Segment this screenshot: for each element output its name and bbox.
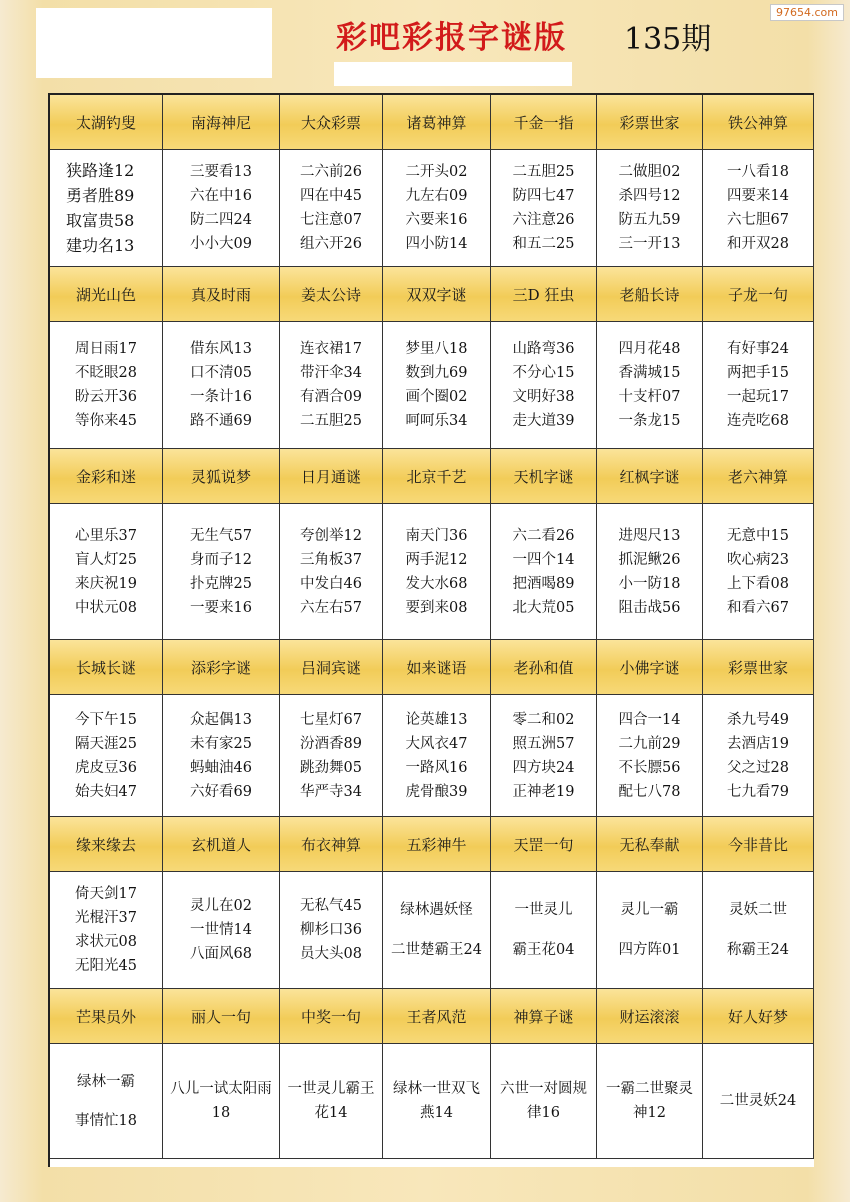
riddle-line: 小一防18	[618, 575, 681, 592]
column-header: 诸葛神算	[383, 95, 491, 150]
column-header: 吕洞宾谜	[280, 640, 383, 695]
riddle-line: 灵儿一霸	[620, 902, 679, 918]
riddle-cell	[703, 322, 814, 449]
column-header: 大众彩票	[280, 95, 383, 150]
page-title: 彩吧彩报字谜版	[336, 20, 567, 56]
riddle-line: 连衣裙17	[300, 341, 362, 357]
riddle-line: 八儿一试太阳雨18	[170, 1081, 272, 1121]
riddle-line: 无意中15	[727, 527, 789, 544]
riddle-line: 防二四24	[190, 212, 252, 228]
riddle-line: 口不清05	[190, 365, 252, 381]
riddle-line: 汾酒香89	[300, 735, 362, 752]
riddle-table	[48, 93, 814, 1167]
column-header: 南海神尼	[163, 95, 280, 150]
riddle-line: 取富贵58	[66, 211, 135, 230]
column-header: 天罡一句	[491, 817, 597, 872]
riddle-cell	[597, 695, 703, 817]
riddle-line: 发大水68	[405, 575, 468, 592]
riddle-cell	[703, 504, 814, 640]
riddle-line: 路不通69	[190, 413, 252, 429]
riddle-line: 绿林遇妖怪	[400, 902, 473, 918]
riddle-line: 借东风13	[190, 341, 252, 357]
riddle-line: 来庆祝19	[75, 575, 137, 592]
riddle-cell	[163, 1044, 280, 1159]
riddle-line: 员大头08	[300, 946, 362, 962]
riddle-cell	[597, 322, 703, 449]
riddle-cell	[491, 1044, 597, 1159]
riddle-line: 防四七47	[512, 188, 575, 204]
riddle-line: 蚂蚰油46	[190, 759, 252, 776]
column-header: 红枫字谜	[597, 449, 703, 504]
riddle-line: 身而子12	[190, 551, 252, 568]
riddle-line: 华严寺34	[300, 783, 362, 800]
riddle-line: 倚天剑17	[75, 886, 137, 902]
riddle-cell	[50, 872, 163, 989]
column-header: 老孙和值	[491, 640, 597, 695]
column-header: 缘来缘去	[50, 817, 163, 872]
column-header: 五彩神牛	[383, 817, 491, 872]
riddle-line: 八面风68	[190, 946, 252, 962]
riddle-line: 六左右57	[300, 599, 362, 616]
column-header: 老船长诗	[597, 267, 703, 322]
riddle-cell	[280, 1044, 383, 1159]
riddle-line: 四月花48	[618, 341, 681, 357]
riddle-cell	[383, 872, 491, 989]
riddle-line: 论英雄13	[405, 711, 468, 728]
riddle-line: 无生气57	[190, 527, 252, 544]
riddle-cell	[280, 695, 383, 817]
riddle-cell	[597, 150, 703, 267]
column-header: 双双字谜	[383, 267, 491, 322]
riddle-cell	[597, 504, 703, 640]
column-header: 王者风范	[383, 989, 491, 1044]
riddle-line: 南天门36	[405, 527, 468, 544]
riddle-cell	[491, 150, 597, 267]
riddle-cell	[50, 1044, 163, 1159]
riddle-line: 灵儿在02	[190, 898, 252, 914]
riddle-line: 二做胆02	[618, 164, 681, 180]
riddle-cell	[280, 150, 383, 267]
riddle-cell	[50, 322, 163, 449]
riddle-line: 夸创举12	[300, 527, 362, 544]
riddle-line: 绿林一霸	[77, 1073, 135, 1090]
riddle-line: 十支杆07	[618, 389, 681, 405]
riddle-line: 阻击战56	[618, 599, 681, 616]
riddle-line: 一霸二世聚灵神12	[606, 1081, 693, 1121]
riddle-line: 柳杉口36	[300, 922, 362, 938]
riddle-line: 二五胆25	[300, 413, 362, 429]
riddle-line: 小小大09	[190, 236, 252, 252]
riddle-line: 组六开26	[300, 236, 362, 252]
riddle-line: 要到来08	[405, 599, 468, 616]
blank-header-panel-left	[36, 8, 272, 78]
riddle-line: 心里乐37	[75, 527, 137, 544]
riddle-line: 众起偶13	[190, 711, 252, 728]
riddle-line: 二世楚霸王24	[391, 942, 482, 958]
riddle-line: 未有家25	[190, 735, 252, 752]
column-header: 金彩和迷	[50, 449, 163, 504]
column-header: 老六神算	[703, 449, 814, 504]
riddle-line: 一世灵儿	[514, 902, 573, 918]
riddle-cell	[703, 872, 814, 989]
riddle-cell	[491, 322, 597, 449]
riddle-line: 六好看69	[190, 783, 252, 800]
riddle-line: 盼云开36	[75, 389, 137, 405]
riddle-line: 建功名13	[66, 236, 135, 255]
riddle-line: 中状元08	[75, 599, 137, 616]
riddle-line: 称霸王24	[727, 942, 789, 958]
riddle-line: 正神老19	[512, 783, 575, 800]
riddle-line: 六二看26	[512, 527, 575, 544]
riddle-line: 跳劲舞05	[300, 759, 362, 776]
riddle-line: 狭路逢12	[66, 161, 135, 180]
riddle-line: 和开双28	[727, 236, 789, 252]
riddle-cell	[703, 695, 814, 817]
riddle-line: 防五九59	[618, 212, 681, 228]
riddle-line: 盲人灯25	[75, 551, 137, 568]
riddle-line: 两把手15	[727, 365, 789, 381]
column-header: 好人好梦	[703, 989, 814, 1044]
riddle-line: 二世灵妖24	[719, 1093, 797, 1109]
riddle-cell	[163, 150, 280, 267]
column-header: 长城长谜	[50, 640, 163, 695]
riddle-line: 零二和02	[512, 711, 575, 728]
riddle-cell	[383, 504, 491, 640]
riddle-line: 文明好38	[512, 389, 575, 405]
riddle-line: 三要看13	[190, 164, 252, 180]
riddle-line: 二九前29	[618, 735, 681, 752]
riddle-line: 带汗伞34	[300, 365, 362, 381]
riddle-line: 霸王花04	[512, 942, 575, 958]
riddle-line: 二开头02	[405, 164, 468, 180]
riddle-line: 三一开13	[618, 236, 681, 252]
riddle-line: 勇者胜89	[66, 186, 135, 205]
riddle-line: 虎皮豆36	[75, 759, 137, 776]
riddle-line: 今下午15	[75, 711, 137, 728]
riddle-line: 一世情14	[190, 922, 252, 938]
column-header: 财运滚滚	[597, 989, 703, 1044]
column-header: 日月通谜	[280, 449, 383, 504]
riddle-cell	[383, 695, 491, 817]
riddle-line: 一世灵儿霸王花14	[287, 1081, 375, 1121]
riddle-cell	[597, 1044, 703, 1159]
riddle-line: 和看六67	[727, 599, 789, 616]
riddle-line: 求状元08	[75, 934, 137, 950]
riddle-line: 抓泥鳅26	[618, 551, 681, 568]
riddle-line: 中发白46	[300, 575, 362, 592]
column-header: 今非昔比	[703, 817, 814, 872]
riddle-line: 吹心病23	[727, 551, 789, 568]
riddle-line: 进咫尺13	[618, 527, 681, 544]
riddle-line: 一起玩17	[727, 389, 789, 405]
riddle-cell	[50, 504, 163, 640]
riddle-line: 走大道39	[512, 413, 575, 429]
riddle-line: 杀四号12	[618, 188, 681, 204]
blank-header-panel-center	[334, 62, 572, 86]
riddle-cell	[383, 150, 491, 267]
riddle-line: 一要来16	[190, 599, 252, 616]
riddle-cell	[491, 872, 597, 989]
riddle-line: 周日雨17	[75, 341, 137, 357]
column-header: 姜太公诗	[280, 267, 383, 322]
riddle-cell	[50, 150, 163, 267]
riddle-line: 呵呵乐34	[405, 413, 468, 429]
column-header: 神算子谜	[491, 989, 597, 1044]
column-header: 如来谜语	[383, 640, 491, 695]
riddle-line: 无阳光45	[75, 958, 137, 974]
riddle-line: 有酒合09	[300, 389, 362, 405]
riddle-line: 连壳吃68	[727, 413, 789, 429]
riddle-line: 有好事24	[727, 341, 789, 357]
riddle-line: 画个圈02	[405, 389, 468, 405]
riddle-line: 隔天涯25	[75, 735, 137, 752]
riddle-line: 事情忙18	[75, 1112, 137, 1129]
riddle-line: 三角板37	[300, 551, 362, 568]
riddle-line: 九左右09	[405, 188, 468, 204]
riddle-line: 七注意07	[300, 212, 362, 228]
column-header: 三D 狂虫	[491, 267, 597, 322]
riddle-line: 六注意26	[512, 212, 575, 228]
riddle-line: 山路弯36	[512, 341, 575, 357]
riddle-line: 数到九69	[405, 365, 468, 381]
column-header: 太湖钓叟	[50, 95, 163, 150]
column-header: 彩票世家	[703, 640, 814, 695]
riddle-cell	[491, 695, 597, 817]
column-header: 丽人一句	[163, 989, 280, 1044]
riddle-cell	[383, 322, 491, 449]
riddle-line: 不长膘56	[618, 759, 681, 776]
riddle-line: 二六前26	[300, 164, 362, 180]
riddle-line: 和五二25	[512, 236, 575, 252]
riddle-cell	[597, 872, 703, 989]
riddle-line: 四要来14	[727, 188, 789, 204]
riddle-line: 四小防14	[405, 236, 468, 252]
riddle-line: 去酒店19	[727, 735, 789, 752]
riddle-line: 绿林一世双飞燕14	[393, 1081, 480, 1121]
riddle-line: 不眨眼28	[75, 365, 137, 381]
riddle-line: 配七八78	[618, 783, 681, 800]
column-header: 布衣神算	[280, 817, 383, 872]
riddle-line: 扑克牌25	[190, 575, 252, 592]
column-header: 彩票世家	[597, 95, 703, 150]
column-header: 天机字谜	[491, 449, 597, 504]
column-header: 真及时雨	[163, 267, 280, 322]
riddle-cell	[383, 1044, 491, 1159]
column-header: 无私奉献	[597, 817, 703, 872]
riddle-line: 灵妖二世	[729, 902, 787, 918]
riddle-line: 大风衣47	[405, 735, 468, 752]
riddle-line: 四合一14	[618, 711, 681, 728]
riddle-line: 四方块24	[512, 759, 575, 776]
riddle-line: 七星灯67	[300, 711, 362, 728]
riddle-line: 杀九号49	[727, 711, 789, 728]
riddle-line: 一四个14	[512, 551, 575, 568]
riddle-line: 始夫妇47	[75, 783, 137, 800]
issue-number: 135期	[624, 22, 712, 57]
riddle-line: 六世一对圆规律16	[500, 1081, 587, 1121]
riddle-line: 二五胆25	[512, 164, 575, 180]
riddle-line: 把酒喝89	[512, 575, 575, 592]
riddle-line: 虎骨酿39	[405, 783, 468, 800]
riddle-line: 两手泥12	[405, 551, 468, 568]
riddle-line: 一路风16	[405, 759, 468, 776]
riddle-line: 一条龙15	[618, 413, 681, 429]
riddle-line: 等你来45	[75, 413, 137, 429]
riddle-line: 父之过28	[727, 759, 789, 776]
column-header: 千金一指	[491, 95, 597, 150]
column-header: 添彩字谜	[163, 640, 280, 695]
riddle-cell	[703, 150, 814, 267]
riddle-line: 六要来16	[405, 212, 468, 228]
column-header: 子龙一句	[703, 267, 814, 322]
column-header: 中奖一句	[280, 989, 383, 1044]
column-header: 北京千艺	[383, 449, 491, 504]
riddle-cell	[703, 1044, 814, 1159]
riddle-cell	[50, 695, 163, 817]
riddle-line: 六七胆67	[727, 212, 789, 228]
riddle-line: 不分心15	[512, 365, 575, 381]
riddle-cell	[163, 322, 280, 449]
riddle-line: 四在中45	[300, 188, 362, 204]
riddle-line: 光棍汗37	[75, 910, 137, 926]
riddle-line: 无私气45	[300, 898, 362, 914]
column-header: 玄机道人	[163, 817, 280, 872]
riddle-cell	[280, 322, 383, 449]
column-header: 湖光山色	[50, 267, 163, 322]
riddle-line: 七九看79	[727, 783, 789, 800]
riddle-line: 梦里八18	[405, 341, 468, 357]
riddle-line: 照五洲57	[512, 735, 575, 752]
column-header: 芒果员外	[50, 989, 163, 1044]
riddle-cell	[491, 504, 597, 640]
riddle-line: 香满城15	[618, 365, 681, 381]
riddle-line: 上下看08	[727, 575, 789, 592]
riddle-cell	[163, 695, 280, 817]
column-header: 小佛字谜	[597, 640, 703, 695]
column-header: 铁公神算	[703, 95, 814, 150]
riddle-line: 六在中16	[190, 188, 252, 204]
riddle-line: 四方阵01	[618, 942, 681, 958]
riddle-cell	[280, 872, 383, 989]
riddle-line: 北大荒05	[512, 599, 575, 616]
riddle-cell	[163, 872, 280, 989]
riddle-cell	[163, 504, 280, 640]
column-header: 灵狐说梦	[163, 449, 280, 504]
riddle-cell	[280, 504, 383, 640]
riddle-line: 一八看18	[727, 164, 789, 180]
site-watermark: 97654.com	[770, 4, 844, 21]
riddle-line: 一条计16	[190, 389, 252, 405]
